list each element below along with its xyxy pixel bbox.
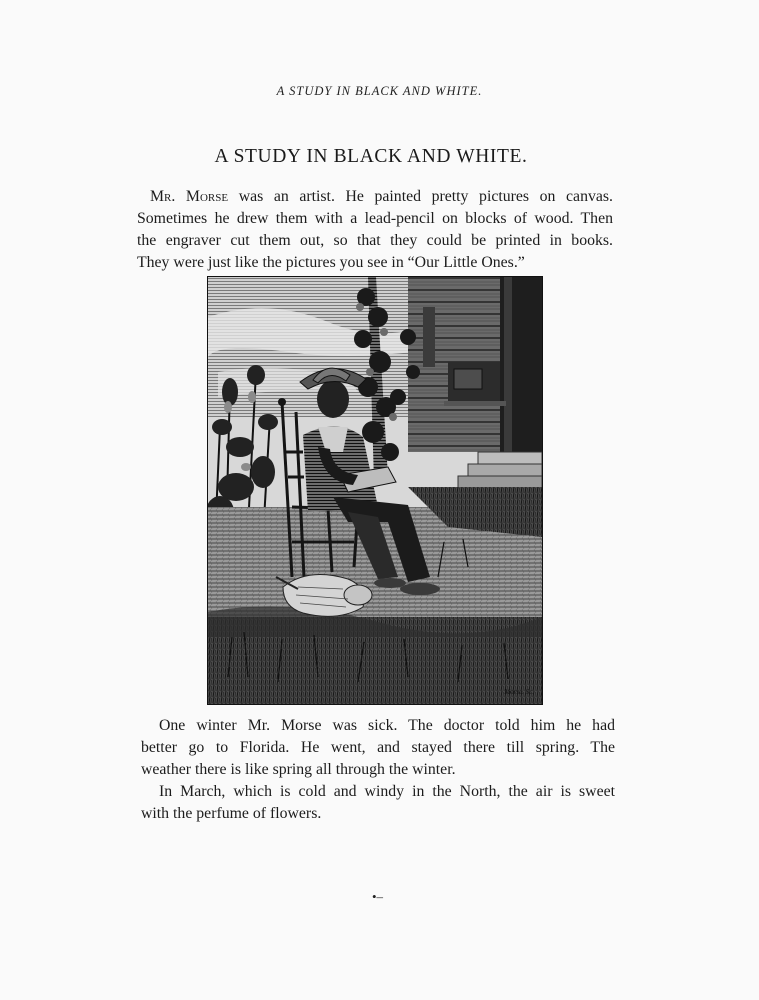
march-line-2: with the perfume of flowers. xyxy=(141,805,322,822)
page-ornament: •‒ xyxy=(372,889,384,904)
engraver-signature: Morse. Sc. xyxy=(504,688,534,696)
intro-line-1 xyxy=(137,186,613,208)
intro-line-1-text: was an artist. He painted pretty pictures on canvas. xyxy=(228,188,613,205)
march-line-1: In March, which is cold and windy in the North, the air is sweet xyxy=(159,783,615,800)
intro-line-4: They were just like the pictures you see in “Our Little Ones.” xyxy=(137,254,525,271)
page-title: A STUDY IN BLACK AND WHITE. xyxy=(214,146,528,167)
florida-line-2: better go to Florida. He went, and stayed there till spring. The xyxy=(141,739,615,756)
intro-line-3: the engraver cut them out, so that they could be printed in books. xyxy=(137,232,613,249)
running-head: A STUDY IN BLACK AND WHITE. xyxy=(276,84,483,98)
intro-paragraph xyxy=(137,186,613,274)
artist-name: Mr. Morse xyxy=(150,188,229,205)
intro-line-2: Sometimes he drew them with a lead-pencil on blocks of wood. Then xyxy=(137,210,613,227)
florida-line-1: One winter Mr. Morse was sick. The doctor told him he had xyxy=(159,717,615,734)
engraving-illustration xyxy=(207,276,543,705)
florida-paragraph xyxy=(141,715,615,781)
engraving-artwork xyxy=(208,277,542,704)
florida-line-3: weather there is like spring all through the winter. xyxy=(141,761,456,778)
march-paragraph xyxy=(141,781,615,825)
